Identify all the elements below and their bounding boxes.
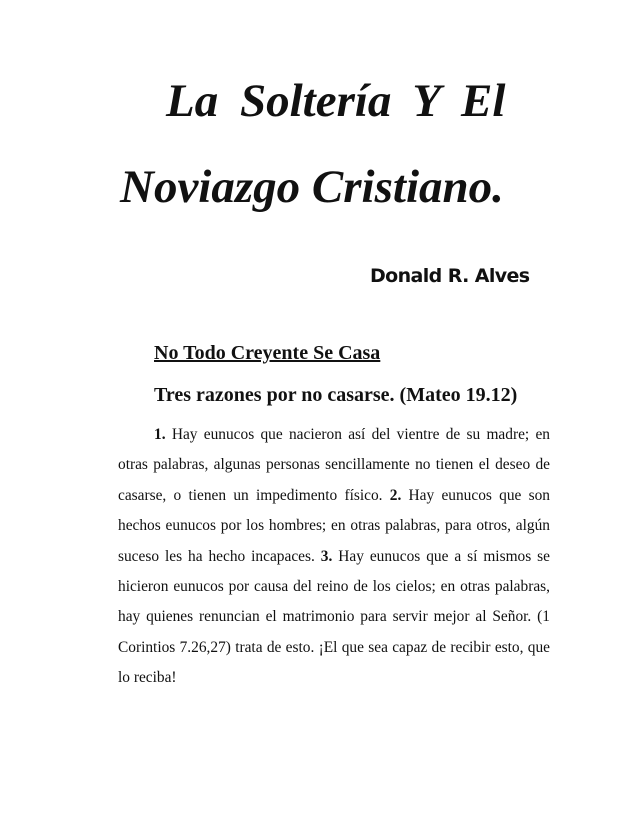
subheading: Tres razones por no casarse. (Mateo 19.12): [154, 384, 518, 406]
author-name: Donald R. Alves: [370, 265, 530, 287]
reason-number-2: 2.: [389, 486, 402, 504]
title-line-1: La Soltería Y El: [166, 75, 506, 127]
section-heading: No Todo Creyente Se Casa: [154, 342, 381, 364]
body-paragraph: [118, 420, 550, 694]
reason-text-2: Hay eunucos que son hechos eunucos por los hombres; en otras palabras, para otros, algún suceso les ha hecho incapaces.: [118, 486, 550, 565]
reason-text-3: Hay eunucos que a sí mismos se hicieron eunucos por causa del reino de los cielos; en otras palabras, hay quienes renuncian el matrimonio para servir mejor al Señor. (1 Corintios 7.26,27) trata de esto. ¡El que sea capaz de recibir esto, que lo reciba!: [118, 547, 550, 687]
reason-text-1: Hay eunucos que nacieron así del vientre de su madre; en otras palabras, algunas personas sencillamente no tienen el deseo de casarse, o tienen un impedimento físico.: [118, 426, 550, 504]
title-line-2: Noviazgo Cristiano.: [120, 161, 504, 213]
reason-number-3: 3.: [320, 547, 333, 565]
reason-number-1: 1.: [154, 426, 166, 443]
